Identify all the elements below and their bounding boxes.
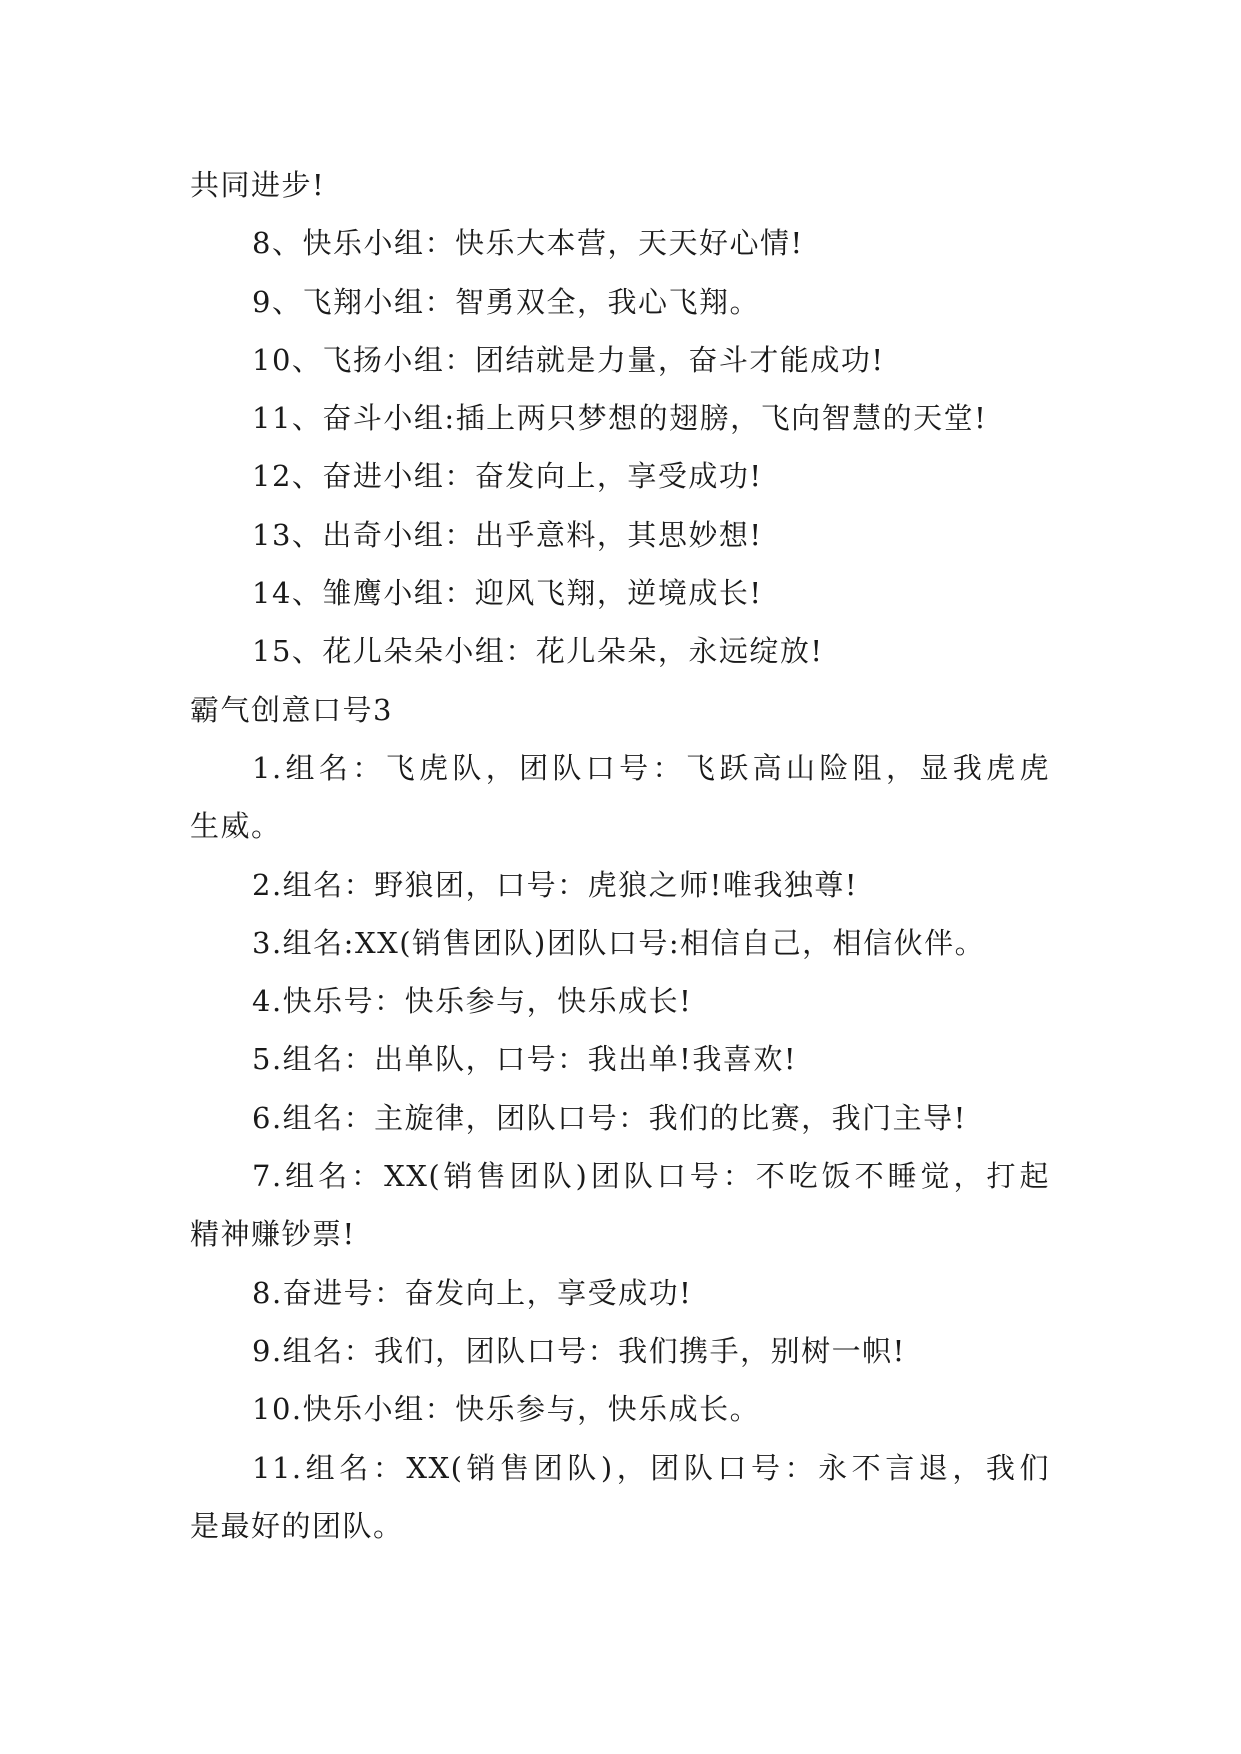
paragraph-line: 8.奋进号：奋发向上，享受成功! bbox=[252, 1275, 693, 1310]
paragraph-line: 11.组名：XX(销售团队)，团队口号：永不言退，我们 bbox=[252, 1450, 1050, 1485]
paragraph-line: 13、出奇小组：出乎意料，其思妙想! bbox=[252, 517, 763, 552]
paragraph-line: 10、飞扬小组：团结就是力量，奋斗才能成功! bbox=[252, 342, 885, 377]
paragraph-line: 3.组名:XX(销售团队)团队口号:相信自己，相信伙伴。 bbox=[252, 925, 986, 960]
paragraph-line: 5.组名：出单队，口号：我出单!我喜欢! bbox=[252, 1042, 797, 1077]
paragraph-line: 2.组名：野狼团，口号：虎狼之师!唯我独尊! bbox=[252, 867, 858, 902]
paragraph-line: 15、花儿朵朵小组：花儿朵朵，永远绽放! bbox=[252, 634, 824, 669]
continuation-line: 精神赚钞票! bbox=[190, 1217, 356, 1252]
paragraph-line: 6.组名：主旋律，团队口号：我们的比赛，我门主导! bbox=[252, 1100, 967, 1135]
paragraph-line: 7.组名：XX(销售团队)团队口号：不吃饭不睡觉，打起 bbox=[252, 1159, 1050, 1194]
paragraph-line: 4.快乐号：快乐参与，快乐成长! bbox=[252, 984, 693, 1019]
paragraph-line: 9、飞翔小组：智勇双全，我心飞翔。 bbox=[252, 284, 760, 319]
paragraph-line: 11、奋斗小组:插上两只梦想的翅膀，飞向智慧的天堂! bbox=[252, 401, 988, 436]
paragraph-line: 14、雏鹰小组：迎风飞翔，逆境成长! bbox=[252, 576, 763, 611]
paragraph-line: 10.快乐小组：快乐参与，快乐成长。 bbox=[252, 1392, 761, 1427]
continuation-line: 共同进步! bbox=[190, 168, 326, 202]
continuation-line: 霸气创意口号3 bbox=[190, 692, 393, 727]
continuation-line: 是最好的团队。 bbox=[190, 1508, 404, 1543]
document-body bbox=[190, 156, 1050, 1555]
paragraph-line: 9.组名：我们，团队口号：我们携手，别树一帜! bbox=[252, 1333, 906, 1368]
paragraph-line: 12、奋进小组：奋发向上，享受成功! bbox=[252, 459, 763, 494]
continuation-line: 生威。 bbox=[190, 809, 282, 844]
paragraph-line: 1.组名：飞虎队，团队口号：飞跃高山险阻，显我虎虎 bbox=[252, 750, 1050, 785]
paragraph-line: 8、快乐小组：快乐大本营，天天好心情! bbox=[252, 226, 804, 261]
